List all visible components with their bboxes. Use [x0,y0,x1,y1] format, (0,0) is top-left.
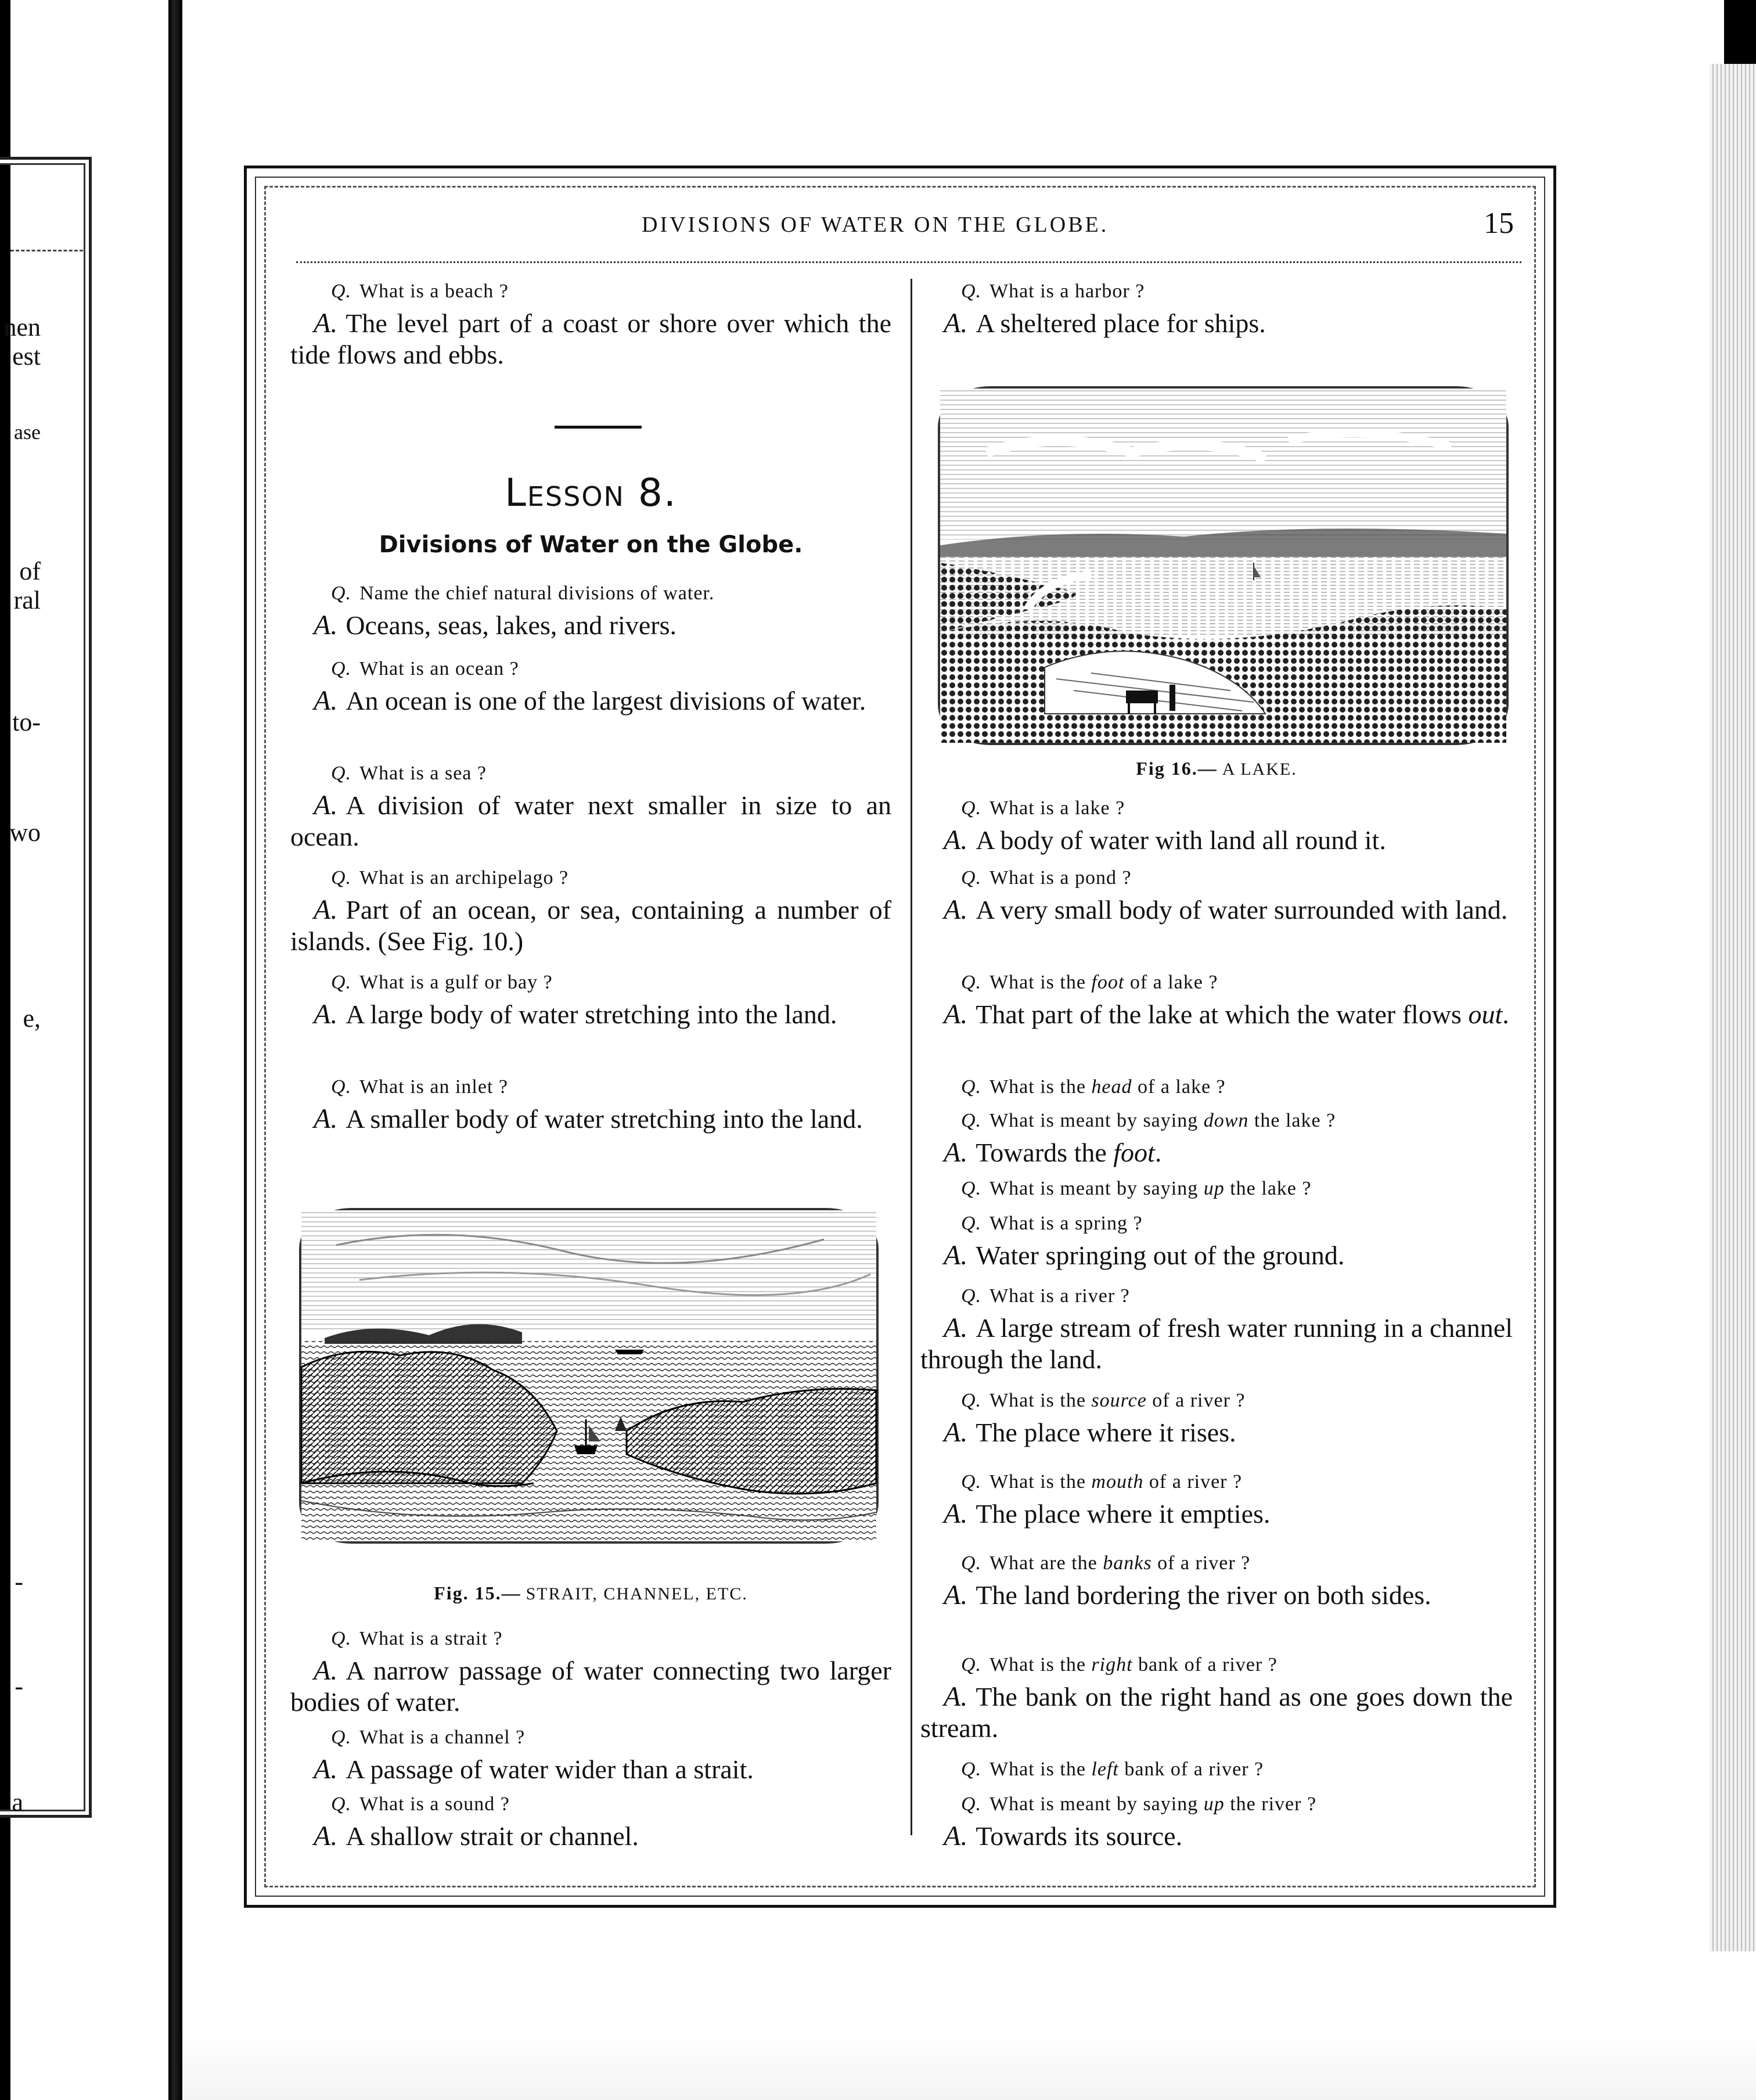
qa-block [290,1792,891,1852]
left-fragment: nen [3,313,41,341]
question: Q. What is meant by saying up the lake ? [961,1178,1312,1199]
page-edges [1710,64,1756,1951]
answer: A. A smaller body of water stretching into the land. [314,1103,863,1134]
qa-block [920,796,1513,856]
question: Q. What is meant by saying down the lake ? [961,1110,1336,1131]
answer: A. Towards the foot. [944,1137,1162,1168]
question: Q. Name the chief natural divisions of water. [331,582,715,604]
left-fragment: a [12,1788,23,1817]
question: Q. What is meant by saying up the river ? [961,1793,1317,1815]
left-fragment: ase [14,420,41,444]
left-fragment: - [15,1567,23,1596]
answer: A. A narrow passage of water connecting two larger bodies of water. [290,1655,891,1717]
left-fragment: est [12,342,41,371]
question: Q. What is the mouth of a river ? [961,1471,1243,1493]
qa-block [920,1176,1513,1202]
answer: A. An ocean is one of the largest divisions of water. [314,685,866,716]
figure-strait-engraving [299,1208,879,1544]
column-divider [911,279,912,1835]
header-rule [296,261,1521,267]
question: Q. What is the foot of a lake ? [961,972,1218,993]
lesson-subtitle: Divisions of Water on the Globe. [379,531,803,558]
left-page-fragment [3,46,168,1963]
left-fragment: of [19,557,41,585]
qa-block [290,1626,891,1718]
page-number: 15 [1484,207,1514,240]
answer: A. Oceans, seas, lakes, and rivers. [314,610,677,641]
answer: A. Towards its source. [944,1821,1183,1851]
question: Q. What is a gulf or bay ? [331,972,553,993]
left-fragment: e, [23,1004,41,1033]
answer: A. The place where it empties. [944,1498,1271,1529]
answer: A. A shallow strait or channel. [314,1821,639,1851]
question: Q. What is a spring ? [961,1213,1143,1234]
question: Q. What is an inlet ? [331,1076,508,1098]
figure-caption: Fig 16.— A LAKE. [1136,758,1297,779]
figure-lake-engraving [938,386,1509,745]
answer: A. A large body of water stretching into the land. [314,999,837,1030]
left-page-ornament [10,250,83,257]
answer: A. The bank on the right hand as one goes down the stream. [920,1681,1513,1743]
qa-block [290,656,891,717]
question: Q. What is a pond ? [961,867,1132,889]
qa-block [290,279,891,371]
qa-block [920,279,1513,339]
answer: A. A sheltered place for ships. [944,308,1266,339]
book-gutter [168,0,182,2100]
qa-block [290,581,891,641]
qa-block [920,1757,1513,1782]
question: Q. What is a strait ? [331,1628,503,1649]
figure-caption: Fig. 15.— STRAIT, CHANNEL, ETC. [434,1583,748,1603]
qa-block [920,865,1513,926]
qa-block [920,1074,1513,1100]
question: Q. What is the right bank of a river ? [961,1654,1278,1675]
question: Q. What is an ocean ? [331,658,519,679]
qa-block [920,1388,1513,1448]
left-fragment: - [15,1672,23,1700]
question: Q. What is the source of a river ? [961,1390,1246,1411]
left-page-border [0,157,92,1818]
page-bottom-shade [182,2030,1756,2100]
question: Q. What is a sea ? [331,763,487,784]
answer: A. The land bordering the river on both sides. [944,1580,1431,1610]
lesson-title: Lesson 8. [505,470,677,515]
question: Q. What is a beach ? [331,281,509,302]
answer: A. A large stream of fresh water running in a channel through the land. [920,1312,1513,1374]
answer: A. A body of water with land all round it. [944,825,1386,855]
qa-block [290,1074,891,1135]
question: Q. What is a harbor ? [961,281,1145,302]
qa-block [920,1551,1513,1611]
answer: A. Part of an ocean, or sea, containing a number of islands. (See Fig. 10.) [290,894,891,956]
answer: A. A passage of water wider than a strait. [314,1754,754,1785]
section-rule [555,426,642,429]
question: Q. What is a sound ? [331,1793,510,1815]
qa-block [920,1652,1513,1744]
answer: A. A division of water next smaller in size to an ocean. [290,790,891,851]
question: Q. What is an archipelago ? [331,867,569,889]
qa-block [290,761,891,853]
answer: A. Water springing out of the ground. [944,1240,1345,1271]
qa-block [920,1283,1513,1375]
question: Q. What is a channel ? [331,1727,526,1748]
qa-block [290,970,891,1030]
answer: A. The level part of a coast or shore over which the tide flows and ebbs. [290,308,891,369]
question: Q. What is a river ? [961,1285,1130,1307]
qa-block [290,1725,891,1785]
qa-block [920,1792,1513,1852]
qa-block [920,1211,1513,1271]
question: Q. What is a lake ? [961,797,1125,819]
question: Q. What are the banks of a river ? [961,1552,1251,1574]
qa-block [920,970,1513,1030]
answer: A. The place where it rises. [944,1417,1236,1448]
qa-block [920,1108,1513,1168]
question: Q. What is the head of a lake ? [961,1076,1226,1098]
question: Q. What is the left bank of a river ? [961,1759,1264,1780]
left-fragment: wo [9,818,41,847]
answer: A. A very small body of water surrounded with land. [944,894,1508,925]
left-fragment: to- [12,708,41,736]
qa-block [920,1469,1513,1530]
answer: A. That part of the lake at which the water flows out. [944,999,1509,1030]
left-fragment: ral [13,586,41,614]
running-title: DIVISIONS OF WATER ON THE GLOBE. [642,213,1109,237]
qa-block [290,865,891,957]
